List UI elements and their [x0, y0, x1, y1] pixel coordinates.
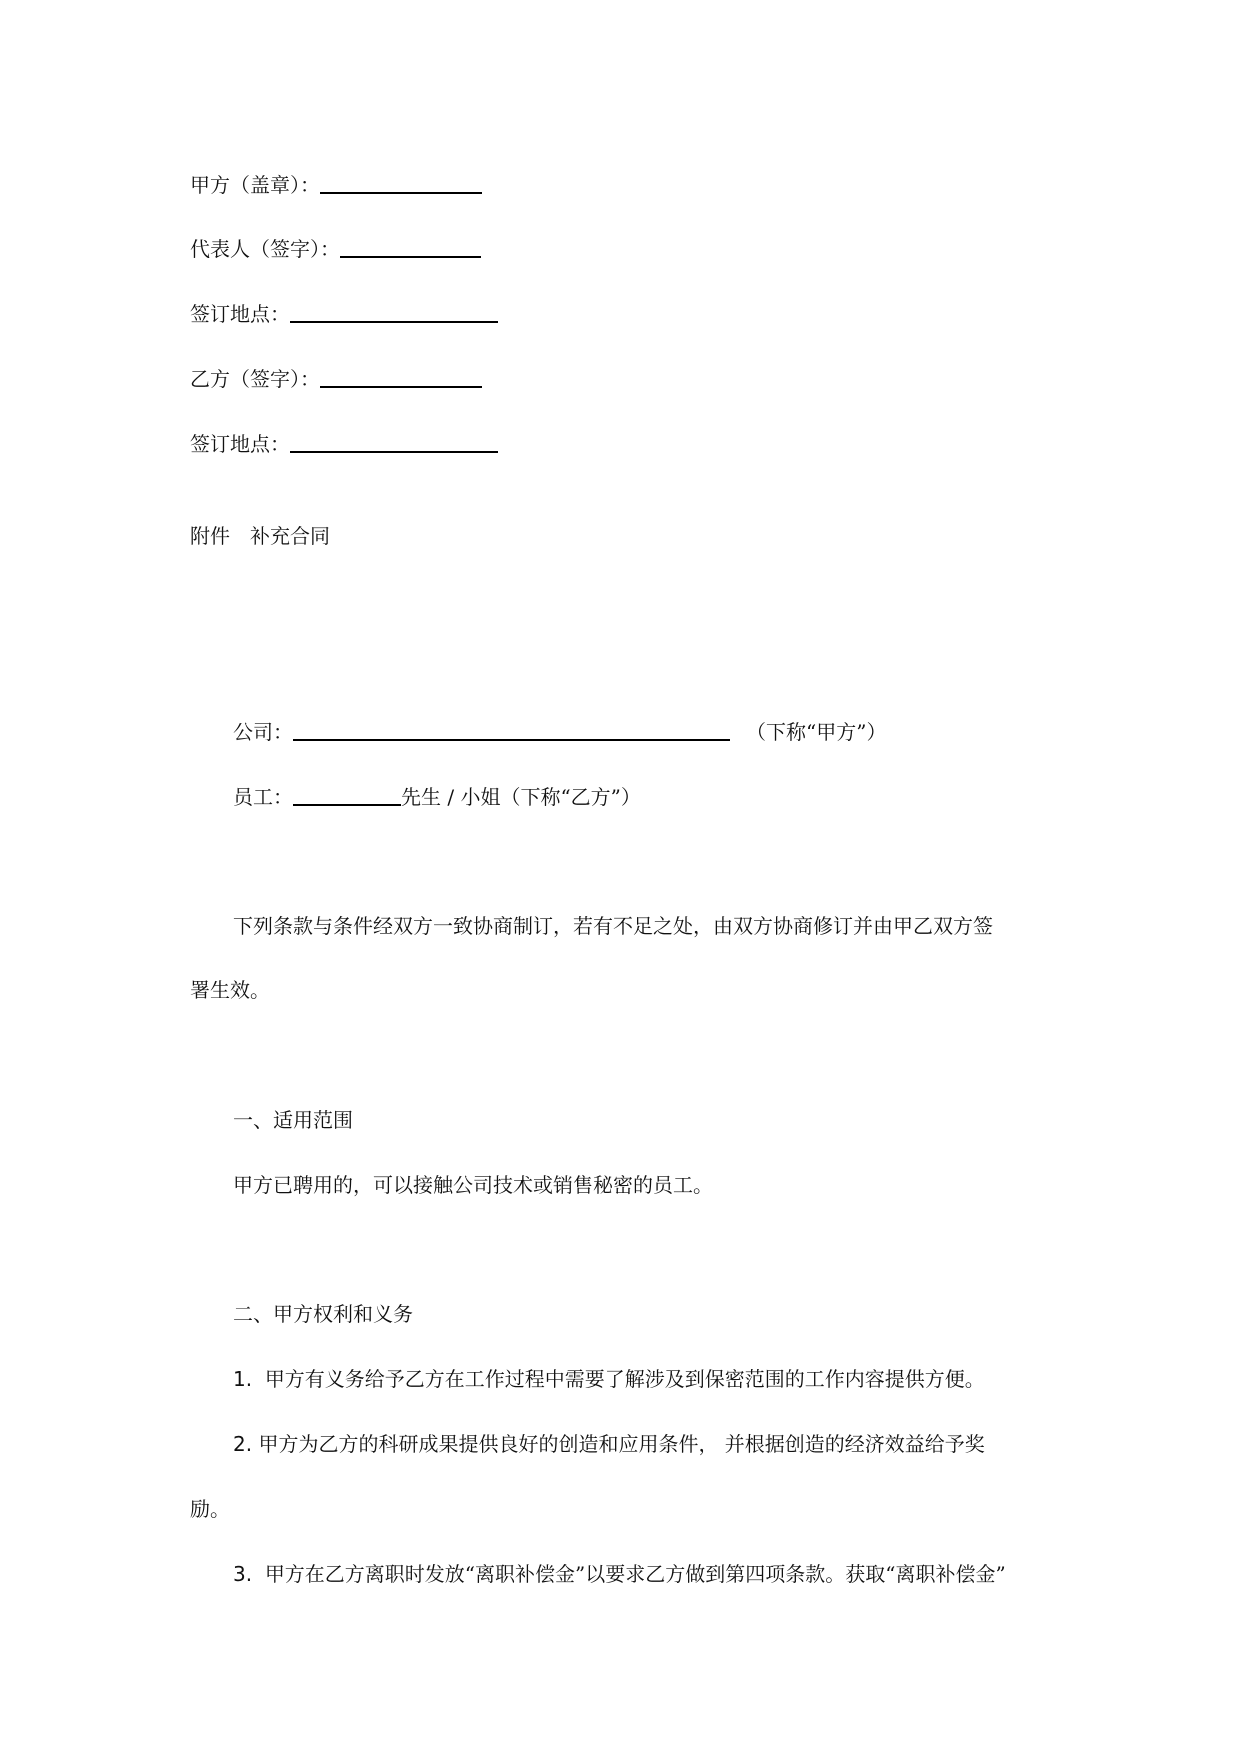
employee-suffix: 先生 / 小姐（下称“乙方”）: [401, 785, 641, 809]
item-1-number: 1.: [233, 1367, 253, 1391]
employee-name-blank[interactable]: [293, 784, 401, 806]
item-2-text-line-1: 甲方为乙方的科研成果提供良好的创造和应用条件， 并根据创造的经济效益给予奖: [258, 1432, 985, 1456]
item-3-number: 3.: [233, 1562, 253, 1586]
section-2-item-3: [233, 1562, 1006, 1586]
employee-line: [233, 784, 641, 809]
section-1-heading: 一、适用范围: [233, 1108, 353, 1132]
company-suffix: （下称“甲方”）: [746, 720, 887, 744]
intro-line-1: 下列条款与条件经双方一致协商制订，若有不足之处，由双方协商修订并由甲乙双方签: [233, 914, 993, 938]
representative-signature-line: [190, 236, 481, 261]
section-2-item-1: [233, 1367, 985, 1391]
signing-place-label-2: 签订地点：: [190, 432, 290, 456]
signing-place-label-1: 签订地点：: [190, 302, 290, 326]
party-a-seal-line: [190, 172, 482, 197]
intro-line-2: 署生效。: [190, 978, 270, 1002]
party-a-seal-blank[interactable]: [320, 172, 482, 194]
section-2-heading: 二、甲方权利和义务: [233, 1302, 413, 1326]
party-b-signature-label: 乙方（签字）：: [190, 367, 320, 391]
item-2-number: 2.: [233, 1432, 253, 1456]
party-b-signature-line: [190, 366, 482, 391]
signing-place-blank-2[interactable]: [290, 431, 498, 453]
employee-label: 员工：: [233, 785, 293, 809]
item-3-text: 甲方在乙方离职时发放“离职补偿金”以要求乙方做到第四项条款。获取“离职补偿金”: [264, 1562, 1006, 1586]
section-2-item-2: [233, 1432, 985, 1456]
company-name-blank[interactable]: [293, 719, 730, 741]
attachment-title: 附件 补充合同: [190, 524, 330, 548]
company-line: [233, 719, 886, 744]
item-1-text: 甲方有义务给予乙方在工作过程中需要了解涉及到保密范围的工作内容提供方便。: [264, 1367, 985, 1391]
company-label: 公司：: [233, 720, 293, 744]
representative-signature-blank[interactable]: [340, 236, 481, 258]
representative-signature-label: 代表人（签字）：: [190, 237, 340, 261]
section-1-body: 甲方已聘用的，可以接触公司技术或销售秘密的员工。: [233, 1173, 713, 1197]
party-a-seal-label: 甲方（盖章）：: [190, 173, 320, 197]
signing-place-line-1: [190, 301, 498, 326]
item-2-text-line-2: 励。: [190, 1497, 230, 1521]
party-b-signature-blank[interactable]: [320, 366, 482, 388]
signing-place-blank-1[interactable]: [290, 301, 498, 323]
signing-place-line-2: [190, 431, 498, 456]
